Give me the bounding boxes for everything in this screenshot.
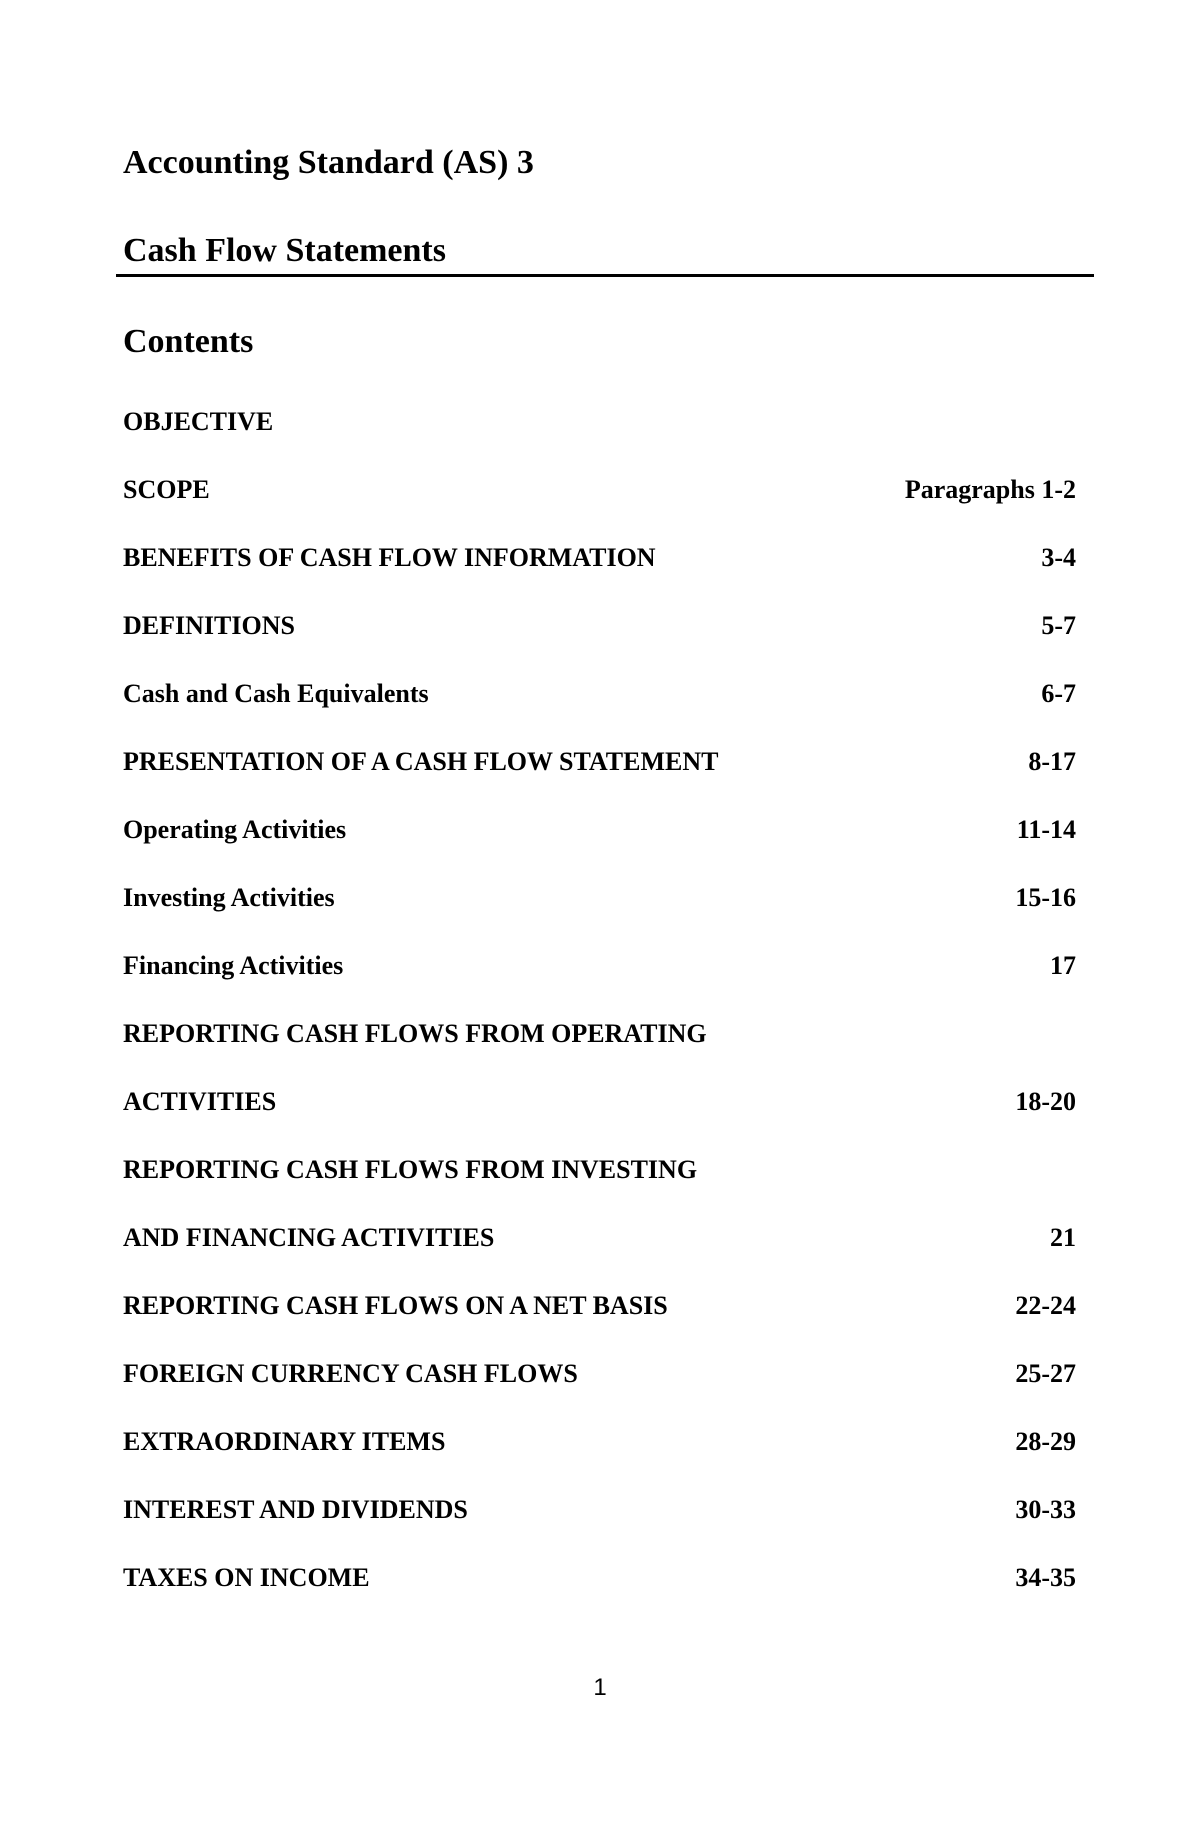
toc-entry-label: ACTIVITIES [123, 1087, 277, 1116]
toc-entry-label: REPORTING CASH FLOWS FROM OPERATING [123, 1019, 707, 1048]
toc-paragraph-ref: 25-27 [1015, 1359, 1076, 1388]
toc-paragraph-ref: 17 [1050, 951, 1076, 980]
toc-row [123, 468, 1076, 536]
toc-row [123, 1148, 1076, 1216]
toc-paragraph-ref: 18-20 [1015, 1087, 1076, 1116]
toc-row [123, 1488, 1076, 1556]
toc-row [123, 808, 1076, 876]
toc-row [123, 1216, 1076, 1284]
toc-entry-label: Cash and Cash Equivalents [123, 679, 429, 708]
table-of-contents [123, 400, 1076, 1624]
toc-paragraph-ref: 5-7 [1041, 611, 1076, 640]
toc-row [123, 1556, 1076, 1624]
toc-row [123, 876, 1076, 944]
toc-entry-label: OBJECTIVE [123, 407, 274, 436]
toc-row [123, 740, 1076, 808]
toc-entry-label: Financing Activities [123, 951, 344, 980]
contents-heading: Contents [123, 323, 254, 360]
toc-paragraph-ref: 15-16 [1015, 883, 1076, 912]
toc-paragraph-ref: 3-4 [1041, 543, 1076, 572]
toc-row [123, 1352, 1076, 1420]
toc-paragraph-ref: 11-14 [1016, 815, 1076, 844]
toc-row [123, 672, 1076, 740]
document-title: Accounting Standard (AS) 3 [123, 144, 534, 181]
toc-paragraph-ref: 21 [1050, 1223, 1076, 1252]
toc-entry-label: REPORTING CASH FLOWS ON A NET BASIS [123, 1291, 668, 1320]
toc-row [123, 1080, 1076, 1148]
toc-entry-label: EXTRAORDINARY ITEMS [123, 1427, 446, 1456]
toc-entry-label: AND FINANCING ACTIVITIES [123, 1223, 495, 1252]
page-number: 1 [593, 1674, 607, 1701]
toc-row [123, 604, 1076, 672]
toc-paragraph-ref: Paragraphs 1-2 [904, 475, 1076, 504]
toc-entry-label: PRESENTATION OF A CASH FLOW STATEMENT [123, 747, 719, 776]
toc-row [123, 1284, 1076, 1352]
toc-entry-label: Investing Activities [123, 883, 335, 912]
toc-entry-label: TAXES ON INCOME [123, 1563, 370, 1592]
toc-row [123, 1420, 1076, 1488]
toc-paragraph-ref: 22-24 [1015, 1291, 1076, 1320]
toc-entry-label: INTEREST AND DIVIDENDS [123, 1495, 468, 1524]
toc-paragraph-ref: 8-17 [1028, 747, 1076, 776]
toc-paragraph-ref: 34-35 [1015, 1563, 1076, 1592]
document-subtitle: Cash Flow Statements [123, 232, 446, 269]
title-divider [116, 274, 1094, 277]
toc-paragraph-ref: 28-29 [1015, 1427, 1076, 1456]
toc-entry-label: FOREIGN CURRENCY CASH FLOWS [123, 1359, 578, 1388]
toc-entry-label: BENEFITS OF CASH FLOW INFORMATION [123, 543, 656, 572]
toc-row [123, 536, 1076, 604]
toc-entry-label: SCOPE [123, 475, 210, 504]
toc-entry-label: Operating Activities [123, 815, 347, 844]
toc-entry-label: DEFINITIONS [123, 611, 295, 640]
toc-row [123, 400, 1076, 468]
toc-entry-label: REPORTING CASH FLOWS FROM INVESTING [123, 1155, 698, 1184]
toc-paragraph-ref: 6-7 [1041, 679, 1076, 708]
toc-paragraph-ref: 30-33 [1015, 1495, 1076, 1524]
toc-row [123, 944, 1076, 1012]
toc-row [123, 1012, 1076, 1080]
